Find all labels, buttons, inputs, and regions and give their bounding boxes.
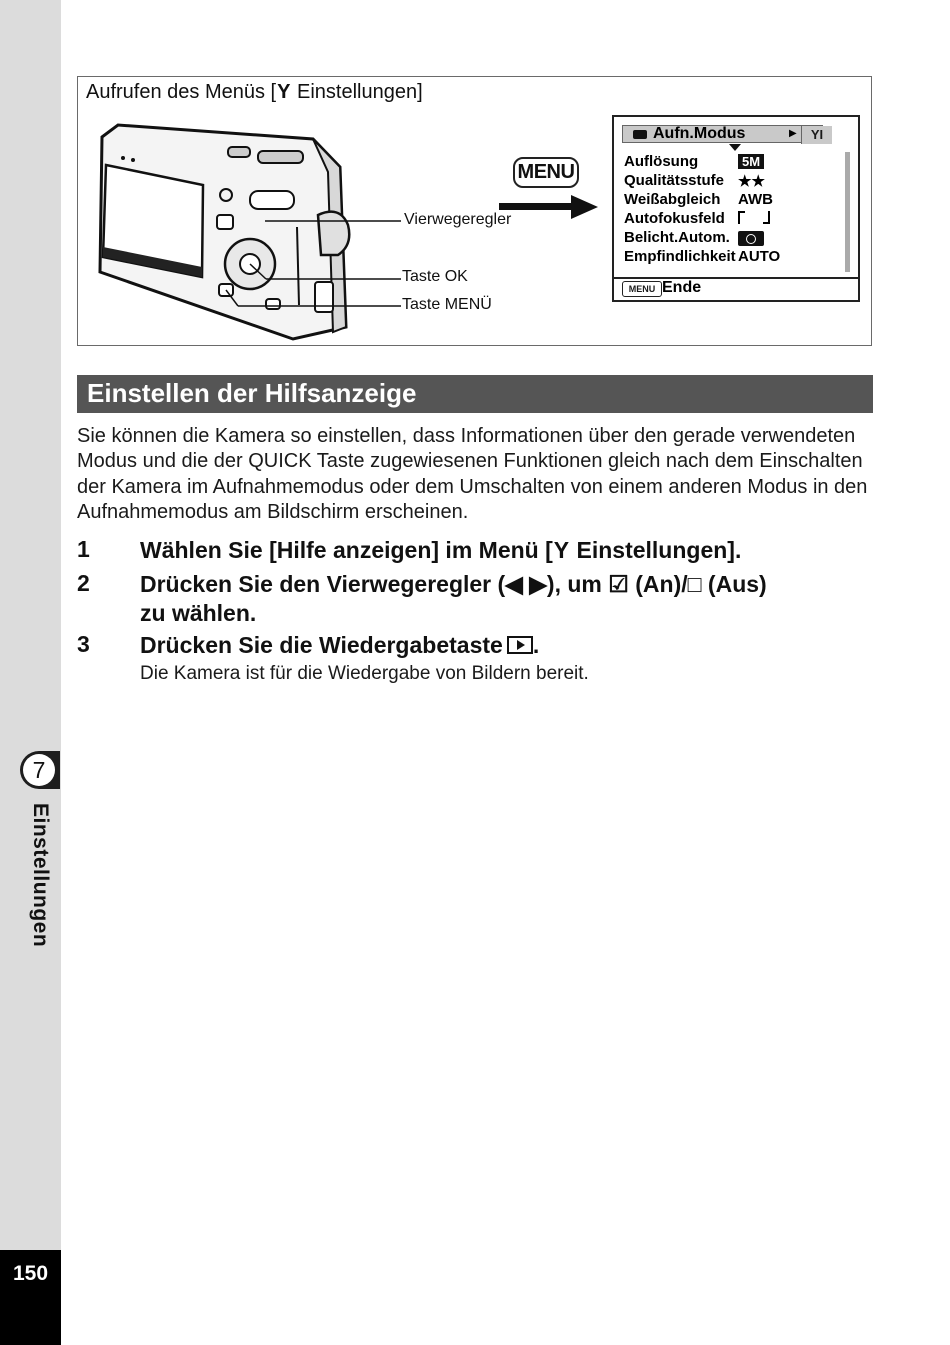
- tab-arrow-icon: ▶: [789, 128, 797, 139]
- illustration-box: [77, 76, 872, 346]
- chapter-title: Einstellungen: [29, 803, 52, 948]
- callout-menu: Taste MENÜ: [402, 296, 492, 313]
- step-text: Wählen Sie [Hilfe anzeigen] im Menü [Y Einstellungen].: [140, 537, 742, 563]
- chapter-sidebar: [0, 0, 61, 1345]
- section-header: [77, 375, 873, 413]
- menu-button-icon: MENU: [622, 281, 662, 297]
- chapter-badge: [20, 751, 60, 789]
- chapter-number: 7: [23, 754, 55, 786]
- setup-icon: Y: [553, 537, 570, 563]
- camera-menu-screen: [612, 115, 860, 302]
- menu-tab-bar: [622, 125, 823, 143]
- menu-row-label: Autofokusfeld: [624, 210, 725, 227]
- menu-row-label: Belicht.Autom.: [624, 229, 730, 246]
- menu-row-label: Empfindlichkeit: [624, 248, 736, 265]
- menu-key-icon: MENU: [513, 157, 579, 188]
- metering-icon: [738, 229, 764, 248]
- menu-row-value: ★★: [738, 173, 765, 190]
- menu-row-label: Auflösung: [624, 153, 699, 170]
- setup-tab-icon: YI: [801, 126, 832, 144]
- menu-scrollbar: [845, 152, 850, 272]
- page-number-box: [0, 1250, 61, 1345]
- intro-paragraph: Sie können die Kamera so einstellen, dass Informationen über den gerade verwendeten Modus und die der QUICK Taste zugewiesenen Funktionen gleich nach dem Einschalten der Kamera im Aufnahmemodus oder dem Umschalten von einem anderen Modus in den Aufnahmemodus am Bildschirm erscheinen.: [77, 425, 868, 524]
- menu-row-label: Weißabgleich: [624, 191, 721, 208]
- camera-icon: [633, 130, 647, 139]
- menu-row-value: 5M: [738, 153, 764, 170]
- menu-divider: [614, 277, 858, 279]
- menu-row-value: AUTO: [738, 248, 781, 265]
- step-number: 2: [77, 570, 90, 596]
- callout-ok: Taste OK: [402, 268, 468, 285]
- menu-row-value: AWB: [738, 191, 773, 208]
- menu-pointer-icon: [729, 144, 741, 151]
- menu-row-label: Qualitätsstufe: [624, 172, 725, 189]
- step-text-line-2: zu wählen.: [140, 600, 257, 626]
- step-note: Die Kamera ist für die Wiedergabe von Bildern bereit.: [140, 663, 589, 684]
- callout-four-way: Vierwegeregler: [404, 211, 512, 228]
- setup-icon: Y: [277, 81, 291, 103]
- page-number: 150: [12, 1262, 49, 1285]
- menu-tab-label: Aufn.Modus: [653, 125, 746, 142]
- af-area-icon: [738, 210, 770, 227]
- step-text-line-1: Drücken Sie den Vierwegeregler (◀ ▶), um ☑ (An)/□ (Aus): [140, 571, 767, 597]
- playback-icon: [507, 636, 533, 654]
- step-text: Drücken Sie die Wiedergabetaste .: [140, 632, 540, 658]
- menu-end-label: Ende: [662, 279, 702, 296]
- step-number: 1: [77, 536, 90, 562]
- section-title: Einstellen der Hilfsanzeige: [87, 378, 417, 408]
- illustration-title: Aufrufen des Menüs [Y Einstellungen]: [86, 81, 423, 103]
- step-number: 3: [77, 631, 90, 657]
